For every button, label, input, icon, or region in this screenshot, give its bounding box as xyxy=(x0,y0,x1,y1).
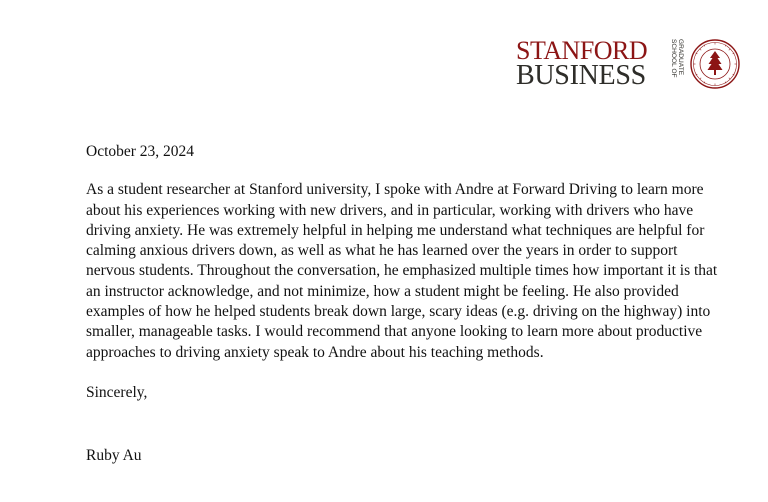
letter-body: As a student researcher at Stanford university, I spoke with Andre at Forward Driving to learn more about his experiences working with new drivers, and in particular, working with drivers who have driving anxiety. He was extremely helpful in helping me understand what techniques are helpful for calming anxious drivers down, as well as what he has learned over the years in order to support nervous students. Throughout the conversation, he emphasized multiple times how important it is that an instructor acknowledge, and not minimize, how a student might be feeling. He also provided examples of how he helped students break down large, scary ideas (e.g. driving on the highway) into smaller, manageable tasks. I would recommend that anyone looking to learn more about productive approaches to driving anxiety speak to Andre about his teaching methods. xyxy=(86,181,718,361)
letter-signature: Ruby Au xyxy=(86,447,142,465)
letterhead xyxy=(516,38,742,94)
letter-date: October 23, 2024 xyxy=(86,143,195,160)
letter-content xyxy=(86,142,726,467)
wordmark-stanford: STANFORD xyxy=(516,36,648,65)
wordmark-business: BUSINESS xyxy=(516,60,646,91)
wordmark-graduate: GRADUATE xyxy=(677,39,684,76)
letter-closing: Sincerely, xyxy=(86,383,148,401)
stanford-seal-icon xyxy=(690,39,740,89)
wordmark-graduate-school-of xyxy=(662,39,684,89)
wordmark-school-of: SCHOOL OF xyxy=(670,39,677,78)
